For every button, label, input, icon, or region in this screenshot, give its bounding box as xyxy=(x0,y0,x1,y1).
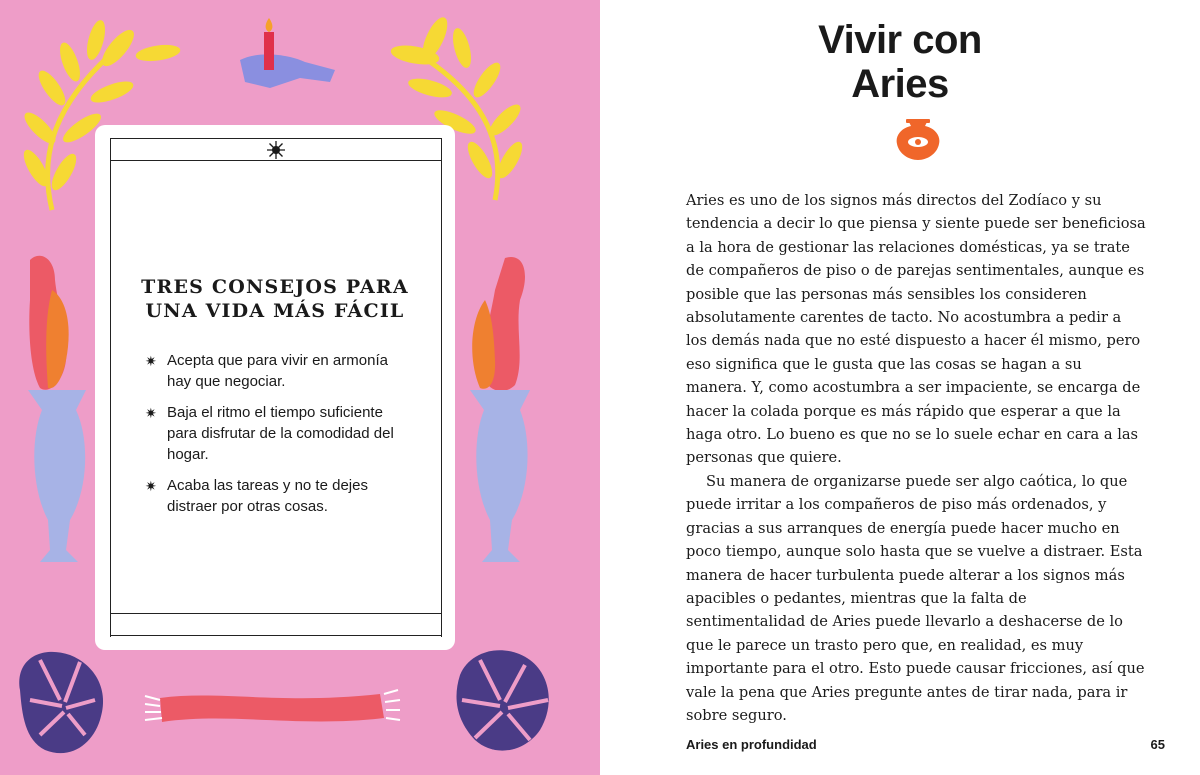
bullet-star-icon: ✷ xyxy=(145,353,157,369)
paragraph: Aries es uno de los signos más directos del Zodíaco y su tendencia a decir lo que piensa y siente puede ser beneficiosa a la hora de gestionar las relaciones domésticas, ya se trate de compañeros de piso o de parejas sentimentales, aunque es posible que las personas más sensibles los consideren absolutamente carentes de tacto. No acostumbra a pedir a los demás nada que no esté dispuesto a hacer él mismo, pero eso significa que le gusta que las cosas se hagan a su manera. Y, como acostumbra a ser impaciente, se encarga de hacer la colada porque es más rápido que esperar a que la haga otro. Lo bueno es que no se lo suele echar en cara a las personas que quiere. xyxy=(686,192,1146,467)
left-vase-icon xyxy=(28,390,86,562)
bullet-star-icon: ✷ xyxy=(145,478,157,494)
card-top-rule xyxy=(111,138,441,139)
moon-icon xyxy=(266,615,286,635)
page-title: Vivir con Aries xyxy=(818,18,982,106)
card-bottom-rule xyxy=(111,635,441,636)
left-flame-icon xyxy=(29,256,68,390)
sun-icon xyxy=(266,140,286,160)
right-monstera-icon xyxy=(456,650,548,750)
card-title: TRES CONSEJOS PARA UNA VIDA MÁS FÁCIL xyxy=(141,276,409,322)
running-footer: Aries en profundidad xyxy=(686,737,817,752)
right-flame-icon xyxy=(472,257,525,391)
tip-text: Acaba las tareas y no te dejes distraer por otras cosas. xyxy=(167,477,368,515)
paragraph: Su manera de organizarse puede ser algo caótica, lo que puede irritar a los compañeros de piso más ordenados, y gracias a sus arranques de energía puede hacer mucho en poco tiempo, aunque solo hasta que se vuelve a distraer. Esta manera de hacer turbulenta puede alterar a los signos más apacibles o pedantes, mientras que la falta de sentimentalidad de Aries puede llevarlo a deshacerse de lo que le parece un trasto pero que, en realidad, es muy importante para el otro. Esto puede causar fricciones, así que vale la pena que Aries pregunte antes de tirar nada, para ir sobre seguro. xyxy=(686,472,1145,724)
bullet-star-icon: ✷ xyxy=(145,405,157,421)
card-top-inner-rule xyxy=(111,160,441,161)
tip-text: Baja el ritmo el tiempo suficiente para disfrutar de la comodidad del hogar. xyxy=(167,404,394,463)
hand-candle-icon xyxy=(240,18,335,88)
article-body xyxy=(686,189,1146,727)
tips-card xyxy=(95,125,455,650)
list-item xyxy=(145,475,395,517)
rug-icon xyxy=(145,690,400,722)
amphora-eye-icon xyxy=(895,118,941,162)
list-item xyxy=(145,350,395,392)
page-number: 65 xyxy=(1150,737,1165,752)
tips-list xyxy=(145,350,395,527)
right-vase-icon xyxy=(470,390,530,562)
list-item xyxy=(145,402,395,465)
tip-text: Acepta que para vivir en armonía hay que negociar. xyxy=(167,352,388,390)
card-bottom-inner-rule xyxy=(111,613,441,614)
left-monstera-icon xyxy=(19,652,103,753)
text-page xyxy=(600,0,1200,775)
